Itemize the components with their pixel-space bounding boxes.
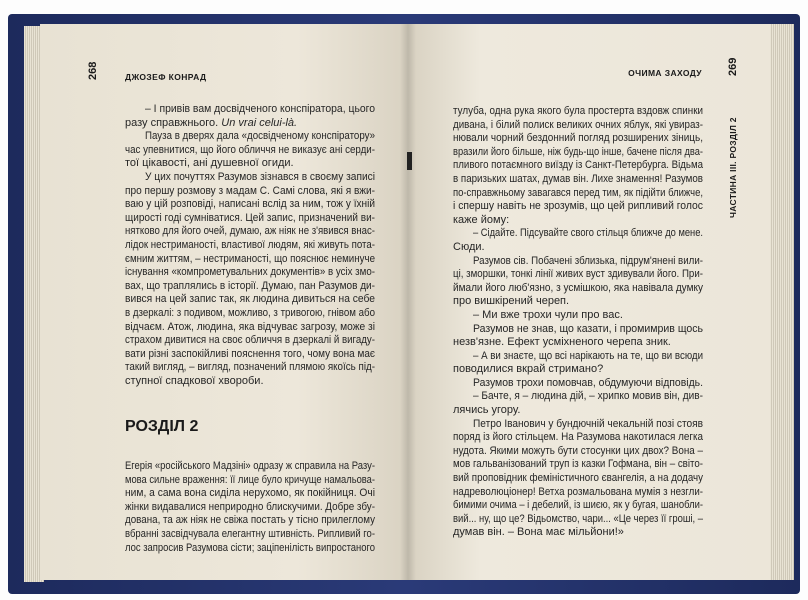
text-line — [453, 187, 703, 201]
text-segment: думав він. – Вона має мільйони!» — [453, 526, 624, 539]
right-running-head: ОЧИМА ЗАХОДУ — [628, 68, 702, 78]
text-segment: тої цікавості, ані душевної огиди. — [125, 157, 294, 170]
text-segment: ці, зморшки, тонкі лінії живих вуст здивували його. При- — [453, 268, 703, 281]
chapter-body-text — [125, 460, 375, 555]
text-segment: нювали чорний бездонний погляд розширених зіниць, — [453, 132, 703, 145]
paragraph — [125, 103, 375, 130]
text-segment: нятково для його очей, думаю, аж ніяк не з'явився внас- — [125, 225, 375, 238]
text-segment: вий... ну, що це? Відьомство, чари... «Це через її гроші, – — [453, 512, 703, 525]
text-segment: ємним життям, – нестриманості, що пояснює неминуче — [125, 252, 375, 265]
bookmark-ribbon — [407, 152, 412, 170]
text-segment: лячись угору. — [453, 404, 521, 417]
text-segment: Разумов трохи помовчав, обдумуючи відповідь. — [473, 376, 703, 389]
text-line — [453, 350, 703, 364]
text-segment: – А ви знаєте, що всі нарікають на те, що ви всюди — [473, 349, 703, 362]
text-line — [453, 390, 703, 404]
text-line — [125, 474, 375, 488]
text-line — [125, 157, 375, 171]
text-line — [125, 239, 375, 253]
text-line — [453, 227, 703, 241]
text-segment: ймали його люб'язно, з усмішкою, яка навівала думку — [453, 281, 703, 294]
text-segment: – Бачте, я – людина дій, – хрипко мовив він, див- — [473, 390, 703, 403]
text-segment: поводилися вкрай стримано? — [453, 363, 604, 376]
text-segment: Разумов сів. Побачені зблизька, підрум'янені вили- — [473, 254, 703, 267]
text-line — [453, 295, 703, 309]
paragraph — [453, 418, 703, 540]
text-line — [453, 431, 703, 445]
text-segment: жінки видавалися неприродно блискучими. Добре збу- — [125, 500, 375, 513]
text-segment: щирості годі сумніватися. Цей запис, призначений ви- — [125, 211, 375, 224]
text-line — [453, 526, 703, 540]
text-line — [453, 486, 703, 500]
text-line — [125, 212, 375, 226]
text-segment: час упевнитися, що його обличчя не виказує ані серди- — [125, 143, 375, 156]
text-line — [453, 336, 703, 350]
text-line — [125, 185, 375, 199]
text-line — [125, 171, 375, 185]
text-segment: існування «компрометувальних документів» в усіх змо- — [125, 266, 375, 279]
paragraph — [453, 350, 703, 377]
chapter-heading: РОЗДІЛ 2 — [125, 418, 199, 435]
text-line — [453, 418, 703, 432]
paragraph — [125, 130, 375, 171]
text-line — [125, 293, 375, 307]
text-line — [453, 159, 703, 173]
text-segment: в дзеркалі: з подивом, можливо, з тривогою, гнівом або — [125, 306, 375, 319]
text-line — [125, 266, 375, 280]
text-segment: бимими очима – і дебелий, із шиєю, як у бугая, шанобли- — [453, 499, 703, 512]
text-line — [453, 458, 703, 472]
text-line — [453, 377, 703, 391]
text-line — [453, 363, 703, 377]
text-line — [125, 501, 375, 515]
section-side-label: ЧАСТИНА III. РОЗДІЛ 2 — [728, 117, 738, 218]
text-line — [453, 241, 703, 255]
text-segment: страхом дивитися на своє обличчя в дзеркалі й вигаду- — [125, 334, 375, 347]
text-line — [125, 130, 375, 144]
text-line — [125, 307, 375, 321]
text-segment: ним, а сама вона сиділа нерухомо, як покійниця. Очі — [125, 487, 375, 500]
text-line — [125, 514, 375, 528]
paragraph — [125, 460, 375, 555]
right-page-number: 269 — [727, 57, 739, 76]
text-line — [125, 253, 375, 267]
text-segment: мов гальванізований труп із казки Гофмана, він – світо- — [453, 458, 703, 471]
text-line — [125, 375, 375, 389]
page-edges-right — [768, 24, 794, 580]
text-segment: вразили його більше, ніж будь-що інше, бачене після два- — [453, 145, 703, 158]
text-segment: дивана, і білий полиск великих очних яблук, які увираз- — [453, 118, 703, 131]
text-line — [453, 282, 703, 296]
text-line — [453, 323, 703, 337]
paragraph — [453, 105, 703, 227]
text-line — [453, 214, 703, 228]
text-line — [453, 499, 703, 513]
text-line — [453, 146, 703, 160]
italic-text: Un vrai celui-là. — [221, 116, 298, 129]
left-body-text — [125, 103, 375, 388]
text-segment: вився на цей запис так, як людина дивиться на себе — [125, 293, 375, 306]
text-line — [453, 268, 703, 282]
text-line — [453, 173, 703, 187]
text-segment: Пауза в дверях дала «досвідченому конспіратору» — [145, 130, 375, 143]
text-line — [125, 460, 375, 474]
text-line — [125, 334, 375, 348]
text-line — [125, 528, 375, 542]
text-line — [453, 119, 703, 133]
text-line — [453, 445, 703, 459]
text-line — [125, 198, 375, 212]
text-segment: У цих почуттях Разумов зізнався в своєму записі — [145, 170, 375, 183]
text-segment: вий проповідник феміністичного євангелія, а на додачу — [453, 472, 703, 485]
paragraph — [453, 323, 703, 350]
right-body-text — [453, 105, 703, 540]
text-segment: – І привів вам досвідченого конспіратора, цього — [145, 103, 375, 115]
text-line — [453, 105, 703, 119]
text-line — [453, 132, 703, 146]
book-gutter — [400, 24, 416, 580]
text-segment: про першу розмову з мадам С. Самі слова, які я вжи- — [125, 184, 375, 197]
text-line — [125, 280, 375, 294]
text-segment: лідок нестриманості, властивої людям, які живуть пота- — [125, 238, 375, 251]
text-line — [125, 321, 375, 335]
text-line — [125, 361, 375, 375]
text-segment: тулуба, одна рука якого була простерта вздовж спинки — [453, 105, 703, 117]
text-line — [125, 103, 375, 117]
text-line — [125, 542, 375, 556]
text-segment: Егерія «російського Мадзіні» одразу ж справила на Разу- — [125, 460, 375, 472]
paragraph — [453, 255, 703, 309]
text-segment: в паризьких шатах, думав він. Лихе знамення! Разумов — [453, 172, 703, 185]
text-segment: ваю у цій розповіді, написані вслід за ним, тож у їхній — [125, 198, 375, 211]
text-segment: надреволюціонер! Ветха розмальована мумія з незгли- — [453, 485, 703, 498]
text-line — [125, 348, 375, 362]
text-segment: разу справжнього. — [125, 116, 222, 129]
text-segment: нудота. Якими можуть бути стосунки цих двох? Вона – — [453, 444, 703, 457]
text-line — [453, 472, 703, 486]
text-segment: по-справжньому завагався перед тим, як підійти ближче, — [453, 186, 703, 199]
text-line — [125, 144, 375, 158]
text-line — [125, 487, 375, 501]
text-segment: поряд із його стільцем. На Разумова накотилася легка — [453, 431, 703, 444]
text-line — [125, 225, 375, 239]
paragraph — [453, 309, 703, 323]
text-segment: Разумов не знав, що казати, і промимрив щось — [473, 322, 703, 335]
text-segment: відчаєм. Атож, людина, яка відчуває загрозу, може зі — [125, 320, 375, 333]
text-segment: Петро Іванович у бундючній чекальній позі стояв — [473, 417, 703, 430]
left-page-number: 268 — [87, 61, 99, 80]
paragraph — [453, 377, 703, 391]
paragraph — [125, 171, 375, 389]
text-segment: Сюди. — [453, 240, 485, 253]
text-segment: пливого потаємного виїзду із Санкт-Петербурга. Відьма — [453, 159, 703, 172]
text-segment: лос запросив Разумова сісти; заціпенілість випростаного — [125, 541, 375, 554]
text-segment: незв'язне. Ефект усміхненого черепа зник. — [453, 336, 671, 349]
text-segment: – Сідайте. Підсувайте свого стільця ближче до мене. — [473, 227, 703, 240]
text-segment: – Ми вже трохи чули про вас. — [473, 308, 623, 321]
text-segment: мова сильне враження: її лице було кричуще намальова- — [125, 473, 375, 486]
paragraph — [453, 227, 703, 254]
text-segment: ступної спадкової хвороби. — [125, 374, 264, 387]
left-running-head: ДЖОЗЕФ КОНРАД — [125, 72, 207, 82]
text-line — [125, 117, 375, 131]
text-segment: вах, що траплялись в історії. Думаю, пан Разумов ди- — [125, 279, 375, 292]
text-segment: вбранні засвідчувала елегантну штивність. Рипливий го- — [125, 527, 375, 540]
text-line — [453, 513, 703, 527]
text-segment: вати різні заспокійливі пояснення того, чому вона має — [125, 347, 375, 360]
text-segment: такий вигляд, – вигляд, позначений плямою якоїсь під- — [125, 361, 375, 374]
text-line — [453, 255, 703, 269]
text-segment: про вишкірений череп. — [453, 295, 570, 308]
text-segment: і спершу навіть не зрозумів, що цей рипливий голос — [453, 200, 703, 213]
text-line — [453, 404, 703, 418]
paragraph — [453, 390, 703, 417]
text-line — [453, 309, 703, 323]
text-line — [453, 200, 703, 214]
text-segment: каже йому: — [453, 213, 510, 226]
text-segment: дована, та аж ніяк не свіжа постать у тісно прилеглому — [125, 514, 375, 527]
